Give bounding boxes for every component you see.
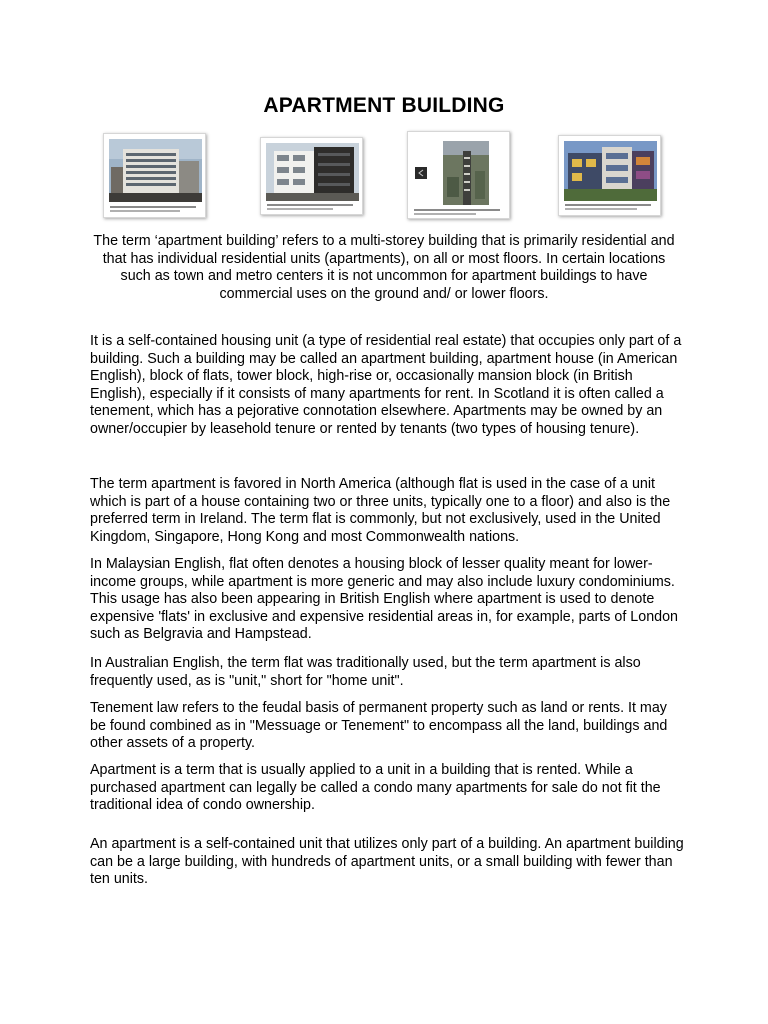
page-title: APARTMENT BUILDING bbox=[263, 94, 505, 117]
apartment-photo-2 bbox=[260, 137, 363, 215]
paragraph-5: Tenement law refers to the feudal basis of permanent property such as land or rents. It may be found combined as in "Messuage or Tenement" to encompass all the land, buildings and other assets of a property. bbox=[90, 700, 668, 752]
paragraph-2: The term apartment is favored in North America (although flat is used in the case of a unit which is part of a house containing two or three units, typically one to a floor) and also is the preferred term in Ireland. The term flat is commonly, but not exclusively, used in the United Kingdom, Singapore, Hong Kong and most Commonwealth nations. bbox=[90, 476, 671, 545]
apartment-photo-1 bbox=[103, 133, 206, 218]
paragraph-6: Apartment is a term that is usually applied to a unit in a building that is rented. While a purchased apartment can legally be called a condo many apartments for sale do not fit the traditional idea of condo ownership. bbox=[90, 762, 661, 814]
intro-paragraph: The term ‘apartment building’ refers to a multi-storey building that is primarily residential and that has individual residential units (apartments), on all or most floors. In certain locations such as town and metro centers it is not uncommon for apartment buildings to have commercial uses on the ground and/ or lower floors. bbox=[93, 233, 675, 302]
paragraph-4: In Australian English, the term flat was traditionally used, but the term apartment is also frequently used, as is "unit," short for "home unit". bbox=[90, 655, 641, 689]
colorful-apartment-image bbox=[564, 141, 657, 201]
apartment-photo-3 bbox=[407, 131, 510, 219]
paragraph-7: An apartment is a self-contained unit that utilizes only part of a building. An apartment building can be a large building, with hundreds of apartment units, or a small building with fewer than ten units. bbox=[90, 836, 684, 888]
paragraph-3: In Malaysian English, flat often denotes a housing block of lesser quality meant for lower-income groups, while apartment is more generic and may also include luxury condominiums. This usage has also been appearing in British English where apartment is used to denote expensive 'flats' in exclusive and expensive residential areas in, for example, parts of London such as Belgravia and Hampstead. bbox=[90, 556, 678, 643]
paragraph-1: It is a self-contained housing unit (a type of residential real estate) that occupies only part of a building. Such a building may be called an apartment building, apartment house (in American English), block of flats, tower block, high-rise or, occasionally mansion block (in British English), especially if it consists of many apartments for rent. In Scotland it is often called a tenement, which has a pejorative connotation elsewhere. Apartments may be owned by an owner/occupier by leasehold tenure or rented by tenants (two types of housing tenure). bbox=[90, 333, 682, 437]
modern-apartment-image bbox=[266, 143, 359, 201]
apartment-photo-4 bbox=[558, 135, 661, 216]
aerial-tower-image bbox=[413, 137, 506, 205]
apartment-tower-image bbox=[109, 139, 202, 202]
